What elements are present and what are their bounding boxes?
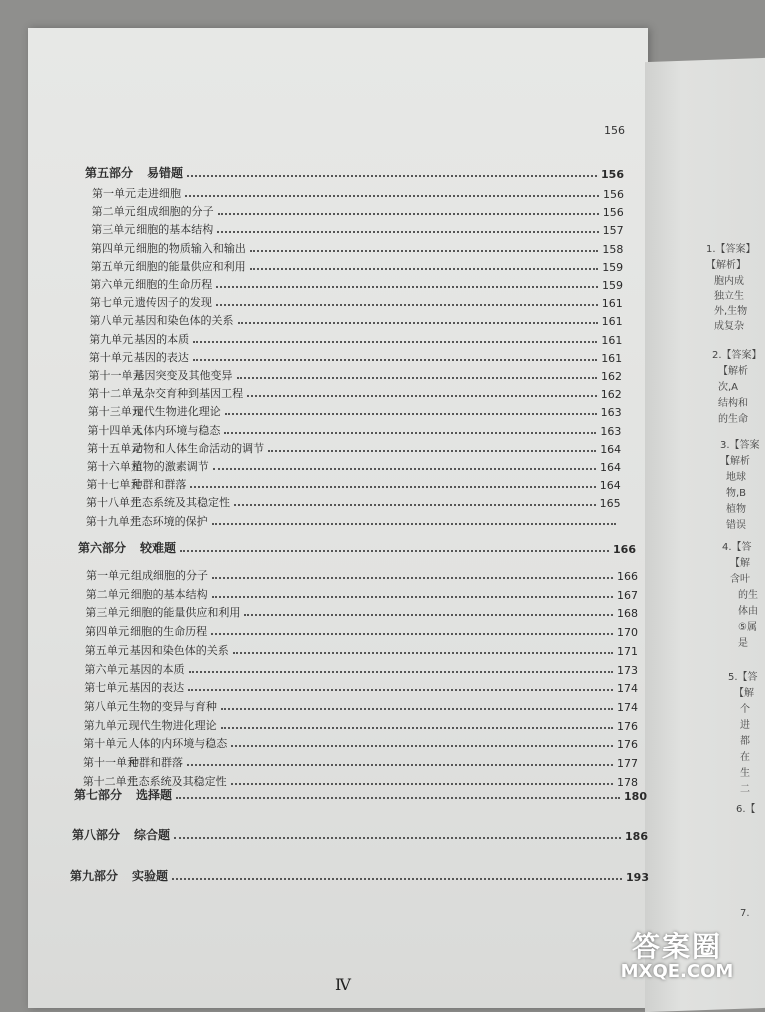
unit-label: 第四单元	[90, 241, 135, 255]
adjacent-page-text: 地球	[726, 472, 746, 483]
unit-title: 种群和群落	[128, 756, 183, 769]
toc-unit-row	[88, 383, 622, 401]
unit-title: 基因的本质	[129, 662, 185, 676]
leader-dots	[187, 764, 613, 766]
page-number: 162	[601, 370, 622, 383]
unit-title: 基因突变及其他变异	[133, 369, 233, 382]
page-number: 167	[616, 588, 638, 602]
unit-title: 人体内环境与稳态	[132, 423, 221, 437]
unit-label: 第十三单元	[87, 405, 143, 419]
leader-dots	[212, 577, 613, 579]
part-title: 较难题	[140, 541, 177, 555]
leader-dots	[213, 468, 596, 470]
unit-title: 植物的激素调节	[131, 460, 209, 473]
part-label: 第五部分	[85, 166, 134, 180]
toc-unit-row	[91, 219, 623, 237]
unit-label: 第四单元	[85, 625, 130, 639]
unit-label: 第六单元	[84, 662, 129, 676]
adjacent-page-text: 都	[740, 736, 750, 747]
unit-title: 现代生物进化理论	[132, 405, 221, 419]
page-number: 176	[616, 738, 638, 752]
toc-unit-row	[86, 511, 621, 529]
toc-unit-row	[87, 438, 621, 456]
unit-title: 生态系统及其稳定性	[127, 774, 227, 788]
leader-dots	[216, 286, 598, 288]
page-number: 161	[601, 351, 623, 365]
toc-unit-row	[90, 310, 623, 328]
toc-unit-row	[89, 347, 622, 365]
toc-unit-row	[84, 677, 638, 695]
adjacent-page-text: 1.【答案】	[706, 244, 756, 255]
unit-label: 第十单元	[88, 350, 133, 364]
toc-unit-row	[87, 456, 621, 474]
unit-label: 第八单元	[83, 699, 128, 713]
toc-part-6	[78, 538, 636, 556]
part-label: 第七部分	[74, 788, 123, 802]
unit-label: 第一单元	[86, 569, 130, 582]
page-number: 164	[599, 479, 621, 493]
page-number: 161	[601, 333, 623, 347]
toc-unit-row	[83, 752, 638, 770]
toc-unit-row	[90, 292, 623, 310]
unit-title: 生态环境的保护	[130, 514, 208, 528]
unit-title: 生物的变异与育种	[128, 699, 217, 713]
unit-label: 第九单元	[83, 718, 128, 732]
unit-label: 第二单元	[91, 205, 136, 219]
page-number: 157	[602, 224, 624, 238]
unit-label: 第十六单元	[86, 460, 142, 473]
adjacent-page-text: 7.	[740, 908, 750, 919]
part-title: 易错题	[147, 166, 184, 180]
unit-title: 走进细胞	[137, 187, 181, 200]
toc-part-7	[74, 785, 647, 803]
adjacent-page-text: 【解析】	[706, 260, 746, 271]
adjacent-page-text: 【解	[730, 558, 750, 569]
adjacent-page-text: 3.【答案	[720, 440, 760, 451]
unit-title: 人体的内环境与稳态	[128, 737, 228, 751]
adjacent-page-text: 结构和	[718, 398, 748, 409]
toc-unit-row	[83, 733, 638, 751]
adjacent-page-text: 胞内成	[714, 276, 744, 287]
toc-unit-row	[86, 492, 621, 510]
unit-label: 第二单元	[85, 587, 130, 601]
unit-title: 细胞的基本结构	[130, 587, 208, 601]
leader-dots	[189, 671, 614, 673]
leader-dots	[188, 689, 613, 691]
leader-dots	[217, 231, 598, 233]
leader-dots	[237, 377, 598, 379]
page-number: 166	[617, 570, 638, 583]
toc-unit-row	[89, 329, 622, 347]
toc-unit-row	[87, 420, 621, 438]
toc-unit-row	[86, 584, 638, 602]
adjacent-page-text: 生	[740, 768, 750, 779]
page-number: 159	[602, 279, 623, 292]
page-number: 176	[616, 719, 638, 733]
page-number: 156	[603, 188, 624, 201]
page-number: 180	[624, 790, 647, 803]
leader-dots	[221, 727, 613, 729]
adjacent-page-text: 错误	[726, 520, 746, 531]
unit-label: 第十七单元	[86, 478, 142, 492]
unit-title: 基因和染色体的关系	[134, 314, 234, 328]
unit-label: 第十四单元	[87, 423, 143, 437]
leader-dots	[221, 708, 613, 710]
toc-unit-row	[85, 602, 638, 620]
adjacent-page-text: 5.【答	[728, 672, 758, 683]
part-title: 选择题	[136, 788, 173, 802]
leader-dots	[193, 341, 597, 343]
toc-unit-row	[84, 696, 638, 714]
leader-dots	[190, 486, 595, 488]
leader-dots	[212, 523, 617, 525]
unit-title: 从杂交育种到基因工程	[133, 387, 244, 401]
adjacent-page-text: 的生	[738, 590, 758, 601]
adjacent-page-text: 【解析	[720, 456, 750, 467]
page-number: 163	[600, 424, 622, 438]
leader-dots	[231, 745, 613, 747]
unit-title: 细胞的基本结构	[136, 223, 214, 237]
page-number: 158	[602, 242, 624, 256]
toc-unit-row	[84, 715, 638, 733]
unit-title: 基因的本质	[134, 332, 190, 346]
toc-unit-row	[91, 256, 624, 274]
adjacent-page-text: 6.【	[736, 804, 756, 815]
toc-unit-row	[92, 183, 624, 201]
page-number: 165	[599, 497, 621, 511]
adjacent-page-text: 次,A	[718, 382, 739, 393]
unit-label: 第三单元	[91, 223, 136, 237]
unit-label: 第六单元	[90, 278, 135, 291]
unit-label: 第十二单元	[82, 774, 138, 788]
adjacent-page-text: 在	[740, 752, 750, 763]
unit-title: 细胞的能量供应和利用	[130, 606, 241, 620]
leader-dots	[247, 395, 597, 397]
watermark-logo: 答案圈	[631, 930, 722, 963]
toc-part-9	[70, 866, 649, 884]
watermark	[608, 925, 746, 997]
leader-dots	[185, 195, 599, 197]
unit-label: 第十一单元	[83, 756, 138, 769]
toc-unit-row	[86, 565, 638, 583]
page-number: 161	[601, 315, 623, 329]
adjacent-page-text: 【解析	[718, 366, 748, 377]
footer-page-number: Ⅳ	[335, 975, 351, 994]
leader-dots	[216, 304, 598, 306]
unit-label: 第七单元	[84, 681, 129, 695]
adjacent-page-text: 二	[740, 784, 750, 795]
page-number: 162	[600, 388, 622, 402]
adjacent-page-text: ⑤属	[738, 622, 757, 633]
adjacent-page-text: 成复杂	[714, 321, 744, 332]
page-number: 156	[602, 206, 624, 220]
leader-dots	[268, 450, 596, 452]
part-title: 综合题	[134, 828, 171, 842]
page-number: 193	[626, 871, 649, 884]
unit-label: 第五单元	[90, 259, 135, 273]
adjacent-page-text: 进	[740, 720, 750, 731]
page-number: 178	[616, 775, 638, 789]
page-number: 173	[617, 663, 638, 677]
unit-title: 细胞的生命历程	[135, 278, 213, 291]
page-number: 159	[602, 260, 624, 274]
unit-label: 第十九单元	[85, 514, 141, 528]
adjacent-page-text: 独立生	[714, 291, 744, 302]
page-number: 161	[601, 297, 623, 311]
watermark-url: MXQE.COM	[620, 961, 734, 982]
toc-unit-row	[85, 640, 638, 658]
page-number: 163	[600, 406, 622, 420]
unit-label: 第九单元	[89, 332, 134, 346]
adjacent-page-text: 物,B	[726, 488, 747, 499]
leader-dots	[172, 878, 622, 880]
page-number: 166	[613, 543, 636, 556]
page-number: 186	[625, 830, 648, 843]
leader-dots	[233, 652, 613, 654]
part-label: 第九部分	[70, 869, 119, 883]
adjacent-page-text: 外,生物	[714, 306, 748, 317]
unit-title: 遗传因子的发现	[134, 296, 212, 310]
unit-title: 基因的表达	[133, 350, 189, 364]
page-number: 164	[600, 461, 621, 474]
page-number: 177	[617, 757, 638, 770]
leader-dots	[234, 504, 596, 506]
leader-dots	[250, 268, 599, 270]
unit-label: 第五单元	[84, 643, 129, 657]
unit-title: 细胞的物质输入和输出	[135, 241, 246, 255]
unit-label: 第一单元	[92, 187, 136, 200]
toc-unit-row	[92, 201, 624, 219]
adjacent-page-text: 体由	[738, 606, 758, 617]
leader-dots	[211, 633, 613, 635]
toc-unit-row	[89, 365, 623, 383]
unit-label: 第七单元	[89, 296, 134, 310]
unit-label: 第十单元	[83, 737, 128, 751]
top-page-number: 156	[604, 124, 625, 137]
unit-label: 第三单元	[85, 606, 130, 620]
leader-dots	[187, 175, 597, 177]
adjacent-page-text: 2.【答案】	[712, 350, 762, 361]
page-number: 168	[616, 607, 638, 621]
adjacent-page-text: 个	[740, 704, 750, 715]
leader-dots	[174, 837, 621, 839]
leader-dots	[218, 213, 599, 215]
part-label: 第六部分	[78, 541, 127, 555]
unit-title: 基因和染色体的关系	[129, 643, 229, 657]
unit-label: 第八单元	[89, 314, 134, 328]
adjacent-page-text: 的生命	[718, 414, 748, 425]
page-number: 171	[616, 644, 638, 658]
leader-dots	[225, 413, 597, 415]
page-number: 164	[600, 442, 622, 456]
toc-part-5	[85, 163, 624, 181]
unit-label: 第十一单元	[88, 369, 144, 382]
unit-title: 基因的表达	[129, 681, 185, 695]
leader-dots	[180, 550, 609, 552]
leader-dots	[212, 596, 613, 598]
page-number: 170	[616, 626, 638, 640]
toc-unit-row	[91, 238, 623, 256]
unit-title: 生态系统及其稳定性	[131, 496, 231, 510]
adjacent-page-text: 【解	[734, 688, 754, 699]
unit-title: 组成细胞的分子	[131, 569, 208, 582]
toc-unit-row	[85, 621, 638, 639]
toc-part-8	[72, 825, 648, 843]
leader-dots	[193, 359, 597, 361]
unit-label: 第十八单元	[86, 496, 142, 510]
toc-unit-row	[90, 274, 623, 292]
page-number: 174	[616, 700, 638, 714]
unit-label: 第十二单元	[88, 387, 144, 401]
unit-title: 细胞的能量供应和利用	[135, 259, 246, 273]
adjacent-page-text: 含叶	[730, 574, 750, 585]
adjacent-page-text: 植物	[726, 504, 746, 515]
unit-title: 种群和群落	[131, 478, 187, 492]
leader-dots	[238, 322, 598, 324]
toc-unit-row	[85, 659, 639, 677]
unit-title: 现代生物进化理论	[128, 718, 217, 732]
leader-dots	[244, 614, 613, 616]
adjacent-page-text: 4.【答	[722, 542, 752, 553]
unit-title: 细胞的生命历程	[130, 625, 208, 639]
unit-label: 第十五单元	[87, 441, 143, 455]
leader-dots	[176, 797, 620, 799]
unit-title: 组成细胞的分子	[136, 205, 214, 219]
leader-dots	[224, 432, 596, 434]
part-label: 第八部分	[72, 828, 121, 842]
part-title: 实验题	[132, 869, 169, 883]
toc-unit-row	[86, 474, 620, 492]
page-number: 156	[601, 168, 624, 181]
adjacent-page-text: 是	[738, 638, 748, 649]
leader-dots	[250, 250, 598, 252]
unit-title: 动物和人体生命活动的调节	[132, 441, 265, 455]
toc-unit-row	[88, 401, 622, 419]
page-number: 174	[616, 682, 638, 696]
